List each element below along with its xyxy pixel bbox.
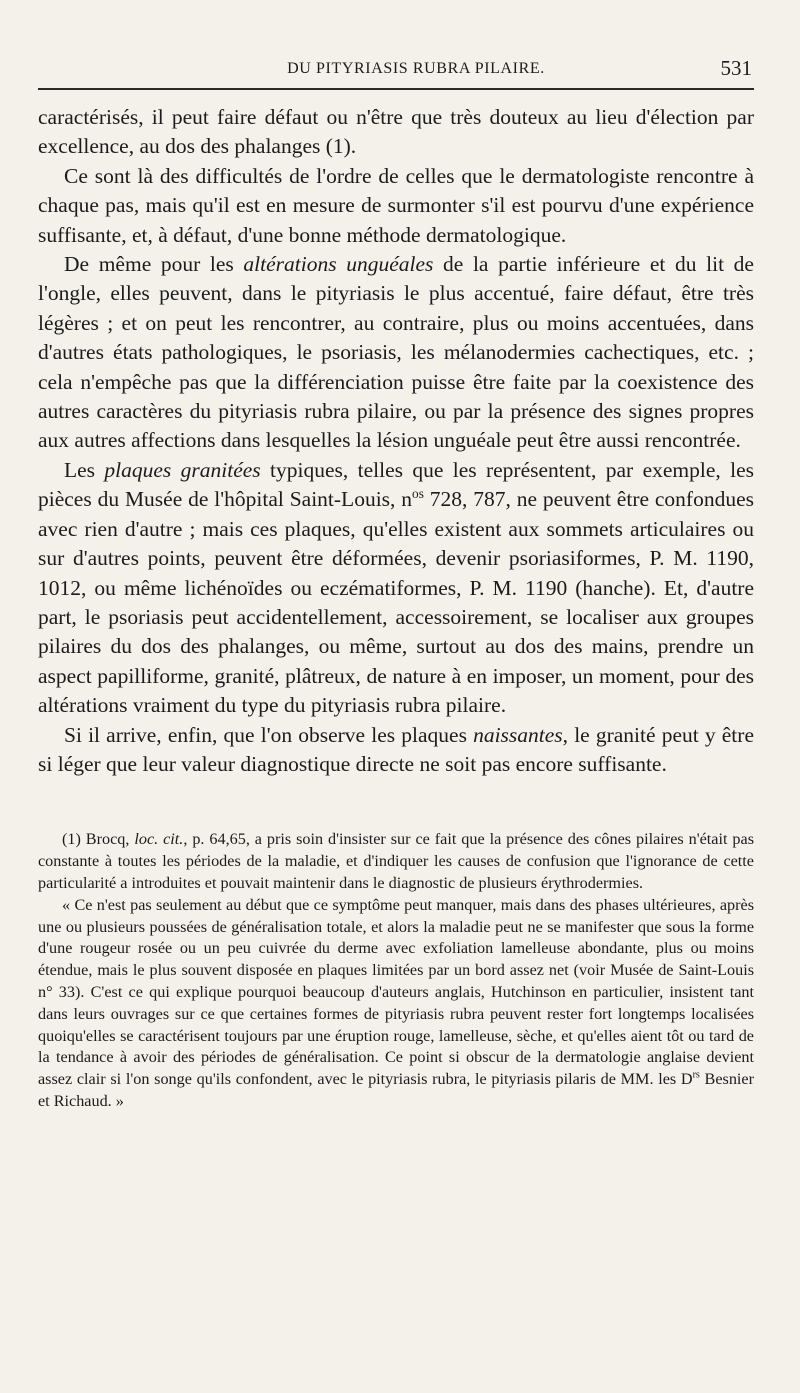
paragraph-4 xyxy=(38,456,754,721)
paragraph-3-rest: de la partie inférieure et du lit de l'ongle, elles peuvent, dans le pityriasis le plus accentué, faire défaut, être très légères ; et on peut les rencontrer, au contraire, plus ou moins accentuées, dans d'autres états pathologiques, le psoriasis, les mélanodermies cachectiques, etc. ; cela n'empêche pas que la différenciation puisse être faite par la coexistence des autres caractères du pityriasis rubra pilaire, ou par la présence des signes propres aux autres affections dans lesquelles la lésion unguéale peut être aussi rencontrée. xyxy=(38,252,754,453)
footnote-quotation xyxy=(38,895,754,1113)
footnote-quotation-end: Besnier et Richaud. » xyxy=(38,1070,755,1110)
running-title: DU PITYRIASIS RUBRA PILAIRE. xyxy=(287,60,545,77)
emphasis-loc-cit: loc. cit. xyxy=(134,830,184,849)
paragraph-1: caractérisés, il peut faire défaut ou n'être que très douteux au lieu d'élection par excellence, au dos des phalanges (1). xyxy=(38,105,754,159)
paragraph-4-start: Les xyxy=(64,457,105,482)
emphasis-plaques-granitees: plaques granitées xyxy=(104,457,261,482)
paragraph-4-rest: 728, 787, ne peuvent être confondues avec rien d'autre ; mais ces plaques, qu'elles existent aux sommets articulaires ou sur d'autres points, peuvent être déformées, devenir psoriasiformes, P. M. 1190, 1012, ou même lichénoïdes ou eczématiformes, P. M. 1190 (hanche). Et, d'autre part, le psoriasis peut accidentellement, accessoirement, se localiser aux groupes pilaires du dos des phalanges, ou même, surtout au dos des mains, prendre un aspect papilliforme, granité, plâtreux, de nature à en imposer, un moment, pour des altérations vraiment du type du pityriasis rubra pilaire. xyxy=(38,487,754,718)
paragraph-3 xyxy=(38,250,754,456)
footnote-quotation-text: « Ce n'est pas seulement au début que ce symptôme peut manquer, mais dans des phases ultérieures, après une ou plusieurs poussées de généralisation totale, et alors la maladie peut ne se manifester que sous la forme d'une rougeur rosée ou un peu cuivrée du derme avec exfoliation lamelleuse abondante, plus ou moins étendue, mais le plus souvent disposée en plaques limitées par un bord assez net (voir Musée de Saint-Louis n° 33). C'est ce qui explique pourquoi beaucoup d'auteurs anglais, Hutchinson en particulier, insistent tant dans leurs ouvrages sur ce que certaines formes de pityriasis rubra peuvent rester fort longtemps localisées quoiqu'elles se caractérisent toujours par une éruption rouge, lamelleuse, sèche, et qu'elles aient tôt ou tard de la tendance à avoir des périodes de généralisation. Ce point si obscur de la dermatologie anglaise devient assez clair si l'on songe qu'ils confondent, avec le pityriasis rubra, le pityriasis pilaris de MM. les D xyxy=(38,895,754,1089)
header-rule xyxy=(38,88,754,90)
footnote-1-start: (1) Brocq, xyxy=(62,830,135,849)
emphasis-alterations-ungueales: altérations unguéales xyxy=(243,252,434,277)
paragraph-2: Ce sont là des difficultés de l'ordre de celles que le dermatologiste rencontre à chaque pas, mais qu'il est en mesure de surmonter s'il est pourvu d'une expérience suffisante, et, à défaut, d'une bonne méthode dermatologique. xyxy=(38,163,754,247)
paragraph-5-start: Si il arrive, enfin, que l'on observe les plaques xyxy=(64,722,474,747)
superscript-os: os xyxy=(412,486,424,502)
footnote-1-rest: , p. 64,65, a pris soin d'insister sur ce fait que la présence des cônes pilaires n'était pas constante à toutes les périodes de la maladie, et d'indiquer les causes de confusion que l'ignorance de cette particularité a introduites et pouvait maintenir dans le diagnostic de plusieurs érythrodermies. xyxy=(38,830,754,892)
page-number: 531 xyxy=(720,56,752,80)
paragraph-4-middle: typiques, telles que les représentent, par exemple, les pièces du Musée de l'hôpital Saint-Louis, n xyxy=(38,457,755,512)
paragraph-5 xyxy=(38,721,754,780)
running-head xyxy=(38,56,754,86)
superscript-rs: rs xyxy=(692,1069,700,1081)
paragraph-5-rest: , le granité peut y être si léger que leur valeur diagnostique directe ne soit pas encore suffisante. xyxy=(38,722,754,776)
paragraph-3-start: De même pour les xyxy=(64,252,244,277)
footnotes xyxy=(38,829,754,1112)
main-text xyxy=(38,103,754,779)
emphasis-naissantes: naissantes xyxy=(473,722,563,747)
footnote-1 xyxy=(38,829,754,894)
